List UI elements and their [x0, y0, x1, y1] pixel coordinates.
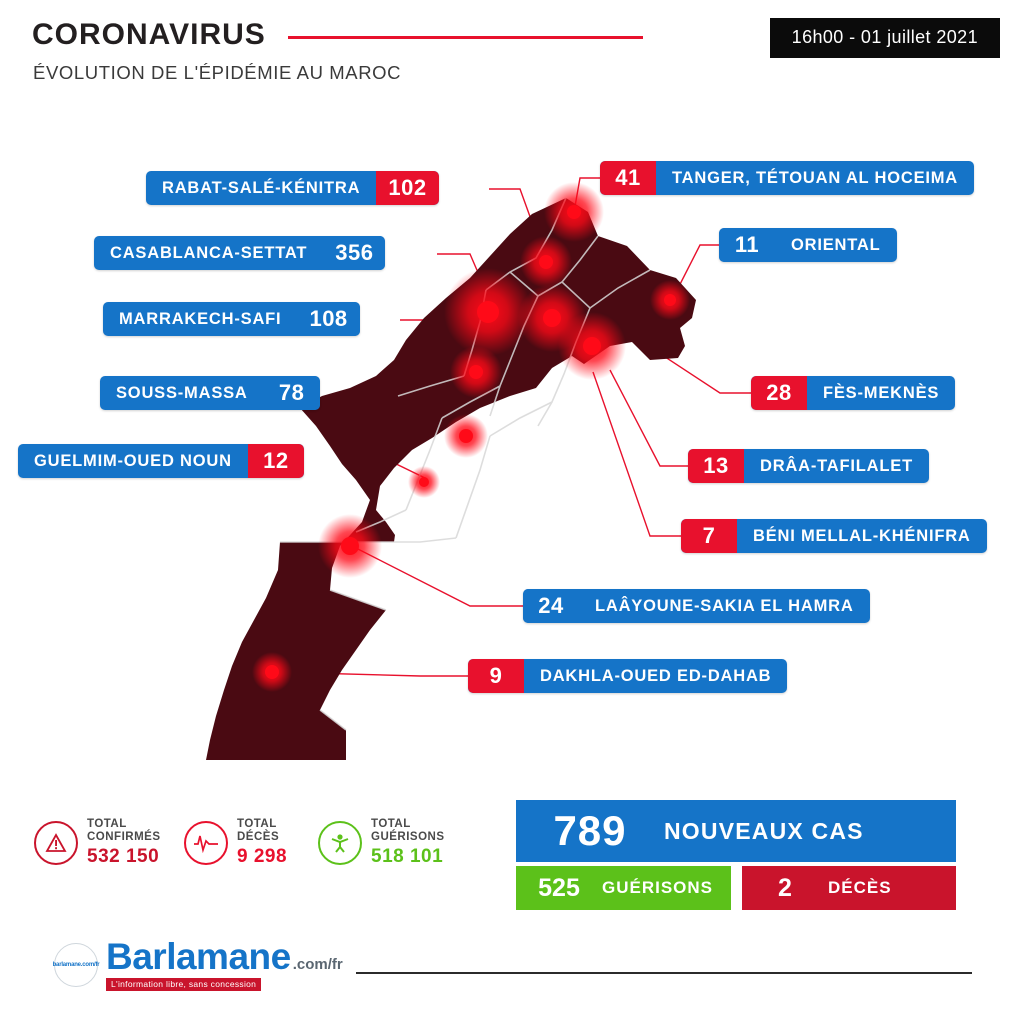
stat-line2: GUÉRISONS — [371, 830, 445, 843]
region-name: SOUSS-MASSA — [116, 383, 248, 402]
region-label-draa-tafilalet[interactable] — [688, 449, 929, 483]
region-name: RABAT-SALÉ-KÉNITRA — [162, 178, 361, 197]
page-subtitle: ÉVOLUTION DE L'ÉPIDÉMIE AU MAROC — [33, 62, 402, 83]
region-name: BÉNI MELLAL-KHÉNIFRA — [753, 526, 971, 545]
deaths-bar — [742, 866, 956, 910]
recovered-label: GUÉRISONS — [602, 878, 714, 897]
region-label-dakhla-oued-ed-dahab[interactable] — [468, 659, 787, 693]
region-label-rabat-sale-kenitra[interactable] — [146, 171, 439, 205]
logo-badge-text: barlamane.com/fr — [52, 961, 100, 968]
total-confirmed-stat — [34, 818, 161, 867]
region-label-oriental[interactable] — [719, 228, 897, 262]
stat-line2: DÉCÈS — [237, 830, 280, 843]
region-name: MARRAKECH-SAFI — [119, 309, 282, 328]
total-deaths-stat — [184, 818, 287, 867]
region-name: DAKHLA-OUED ED-DAHAB — [540, 666, 772, 685]
region-label-tanger-tetouan-al-hoceima[interactable] — [600, 161, 974, 195]
recovered-value: 525 — [538, 873, 580, 902]
region-label-guelmim-oued-noun[interactable] — [18, 444, 304, 478]
recovered-bar — [516, 866, 731, 910]
region-name: TANGER, TÉTOUAN AL HOCEIMA — [672, 168, 959, 187]
stat-value: 9 298 — [237, 845, 288, 867]
deaths-value: 2 — [778, 873, 792, 902]
recovered-person-icon-svg — [329, 832, 351, 854]
stat-value: 532 150 — [87, 845, 160, 867]
logo-name: Barlamane — [106, 936, 291, 977]
region-label-souss-massa[interactable] — [100, 376, 320, 410]
stat-line1: TOTAL — [371, 818, 411, 830]
region-value: 7 — [681, 519, 737, 553]
region-value: 9 — [468, 659, 524, 693]
region-label-beni-mellal-khenifra[interactable] — [681, 519, 987, 553]
region-value: 12 — [248, 444, 304, 478]
region-name: FÈS-MEKNÈS — [823, 383, 940, 402]
footer-rule — [356, 972, 972, 974]
region-name: DRÂA-TAFILALET — [760, 456, 913, 475]
region-name: LAÂYOUNE-SAKIA EL HAMRA — [595, 596, 854, 615]
page-title: CORONAVIRUS — [32, 18, 266, 51]
stat-value: 518 101 — [371, 845, 444, 867]
region-name: GUELMIM-OUED NOUN — [34, 451, 232, 470]
region-value: 41 — [600, 161, 656, 195]
region-value: 24 — [523, 589, 579, 623]
heartbeat-icon-svg — [193, 833, 219, 853]
region-value: 11 — [719, 228, 775, 262]
warning-icon-svg — [45, 832, 67, 854]
new-cases-value: 789 — [553, 807, 627, 854]
new-cases-label: NOUVEAUX CAS — [664, 817, 864, 844]
region-value: 108 — [297, 302, 359, 336]
logo-slogan: L'information libre, sans concession — [106, 978, 261, 991]
region-value: 78 — [264, 376, 320, 410]
recovered-person-icon — [318, 821, 362, 865]
region-label-laayoune-sakia-el-hamra[interactable] — [523, 589, 870, 623]
barlamane-logo[interactable] — [54, 938, 343, 991]
stat-line2: CONFIRMÉS — [87, 830, 161, 843]
logo-badge-icon — [54, 943, 98, 987]
region-label-fes-meknes[interactable] — [751, 376, 955, 410]
region-name: CASABLANCA-SETTAT — [110, 243, 308, 262]
region-value: 356 — [323, 236, 385, 270]
region-name: ORIENTAL — [791, 235, 881, 254]
region-label-casablanca-settat[interactable] — [94, 236, 385, 270]
heartbeat-icon — [184, 821, 228, 865]
logo-domain: .com/fr — [292, 956, 343, 973]
region-value: 28 — [751, 376, 807, 410]
new-cases-bar — [516, 800, 956, 862]
stat-line1: TOTAL — [237, 818, 277, 830]
warning-icon — [34, 821, 78, 865]
deaths-label: DÉCÈS — [828, 878, 892, 897]
datetime-badge: 16h00 - 01 juillet 2021 — [770, 18, 1000, 58]
title-rule — [288, 36, 643, 39]
stat-line1: TOTAL — [87, 818, 127, 830]
total-recovered-stat — [318, 818, 445, 867]
region-label-marrakech-safi[interactable] — [103, 302, 360, 336]
region-value: 102 — [376, 171, 438, 205]
region-value: 13 — [688, 449, 744, 483]
